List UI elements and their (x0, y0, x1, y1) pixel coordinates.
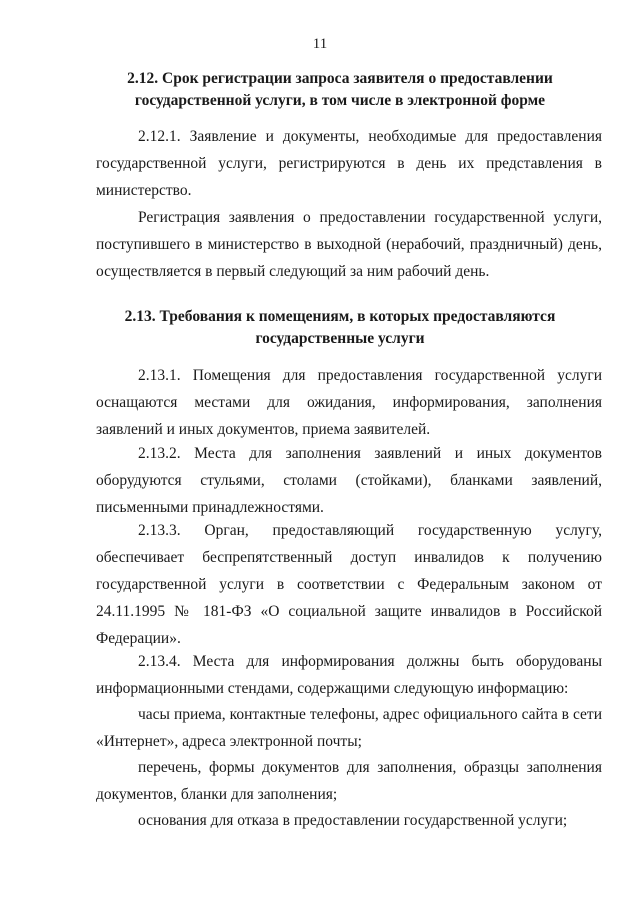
paragraph-2-13-3: 2.13.3. Орган, предоставляющий государственную услугу, обеспечивает беспрепятственный доступ инвалидов к получению государственной услуги в соответствии с Федеральным законом от 24.11.1995 № 181-ФЗ «О социальной защите инвалидов в Российской Федерации». (96, 522, 602, 647)
paragraph-2-12-1: 2.12.1. Заявление и документы, необходимые для предоставления государственной услуги, регистрируются в день их представления в министерство. (96, 128, 602, 199)
section-heading-2-12: 2.12. Срок регистрации запроса заявителя о предоставлении государственной услуги, в том числе в электронной форме (127, 70, 553, 109)
paragraph-registration: Регистрация заявления о предоставлении государственной услуги, поступившего в министерство в выходной (нерабочий, праздничный) день, осуществляется в первый следующий за ним рабочий день. (96, 209, 602, 280)
paragraph-2-13-1: 2.13.1. Помещения для предоставления государственной услуги оснащаются местами для ожидания, информирования, заполнения заявлений и иных документов, приема заявителей. (96, 367, 602, 438)
list-item-forms: перечень, формы документов для заполнения, образцы заполнения документов, бланки для заполнения; (96, 759, 602, 803)
paragraph-2-13-2: 2.13.2. Места для заполнения заявлений и иных документов оборудуются стульями, столами (стойками), бланками заявлений, письменными принадлежностями. (96, 445, 602, 516)
list-item-refusal-grounds: основания для отказа в предоставлении государственной услуги; (138, 812, 568, 829)
paragraph-2-13-4: 2.13.4. Места для информирования должны быть оборудованы информационными стендами, содержащими следующую информацию: (96, 653, 602, 697)
page-number: 11 (312, 36, 328, 52)
section-heading-2-13: 2.13. Требования к помещениям, в которых предоставляются государственные услуги (124, 308, 556, 347)
list-item-hours: часы приема, контактные телефоны, адрес официального сайта в сети «Интернет», адреса электронной почты; (96, 706, 602, 750)
